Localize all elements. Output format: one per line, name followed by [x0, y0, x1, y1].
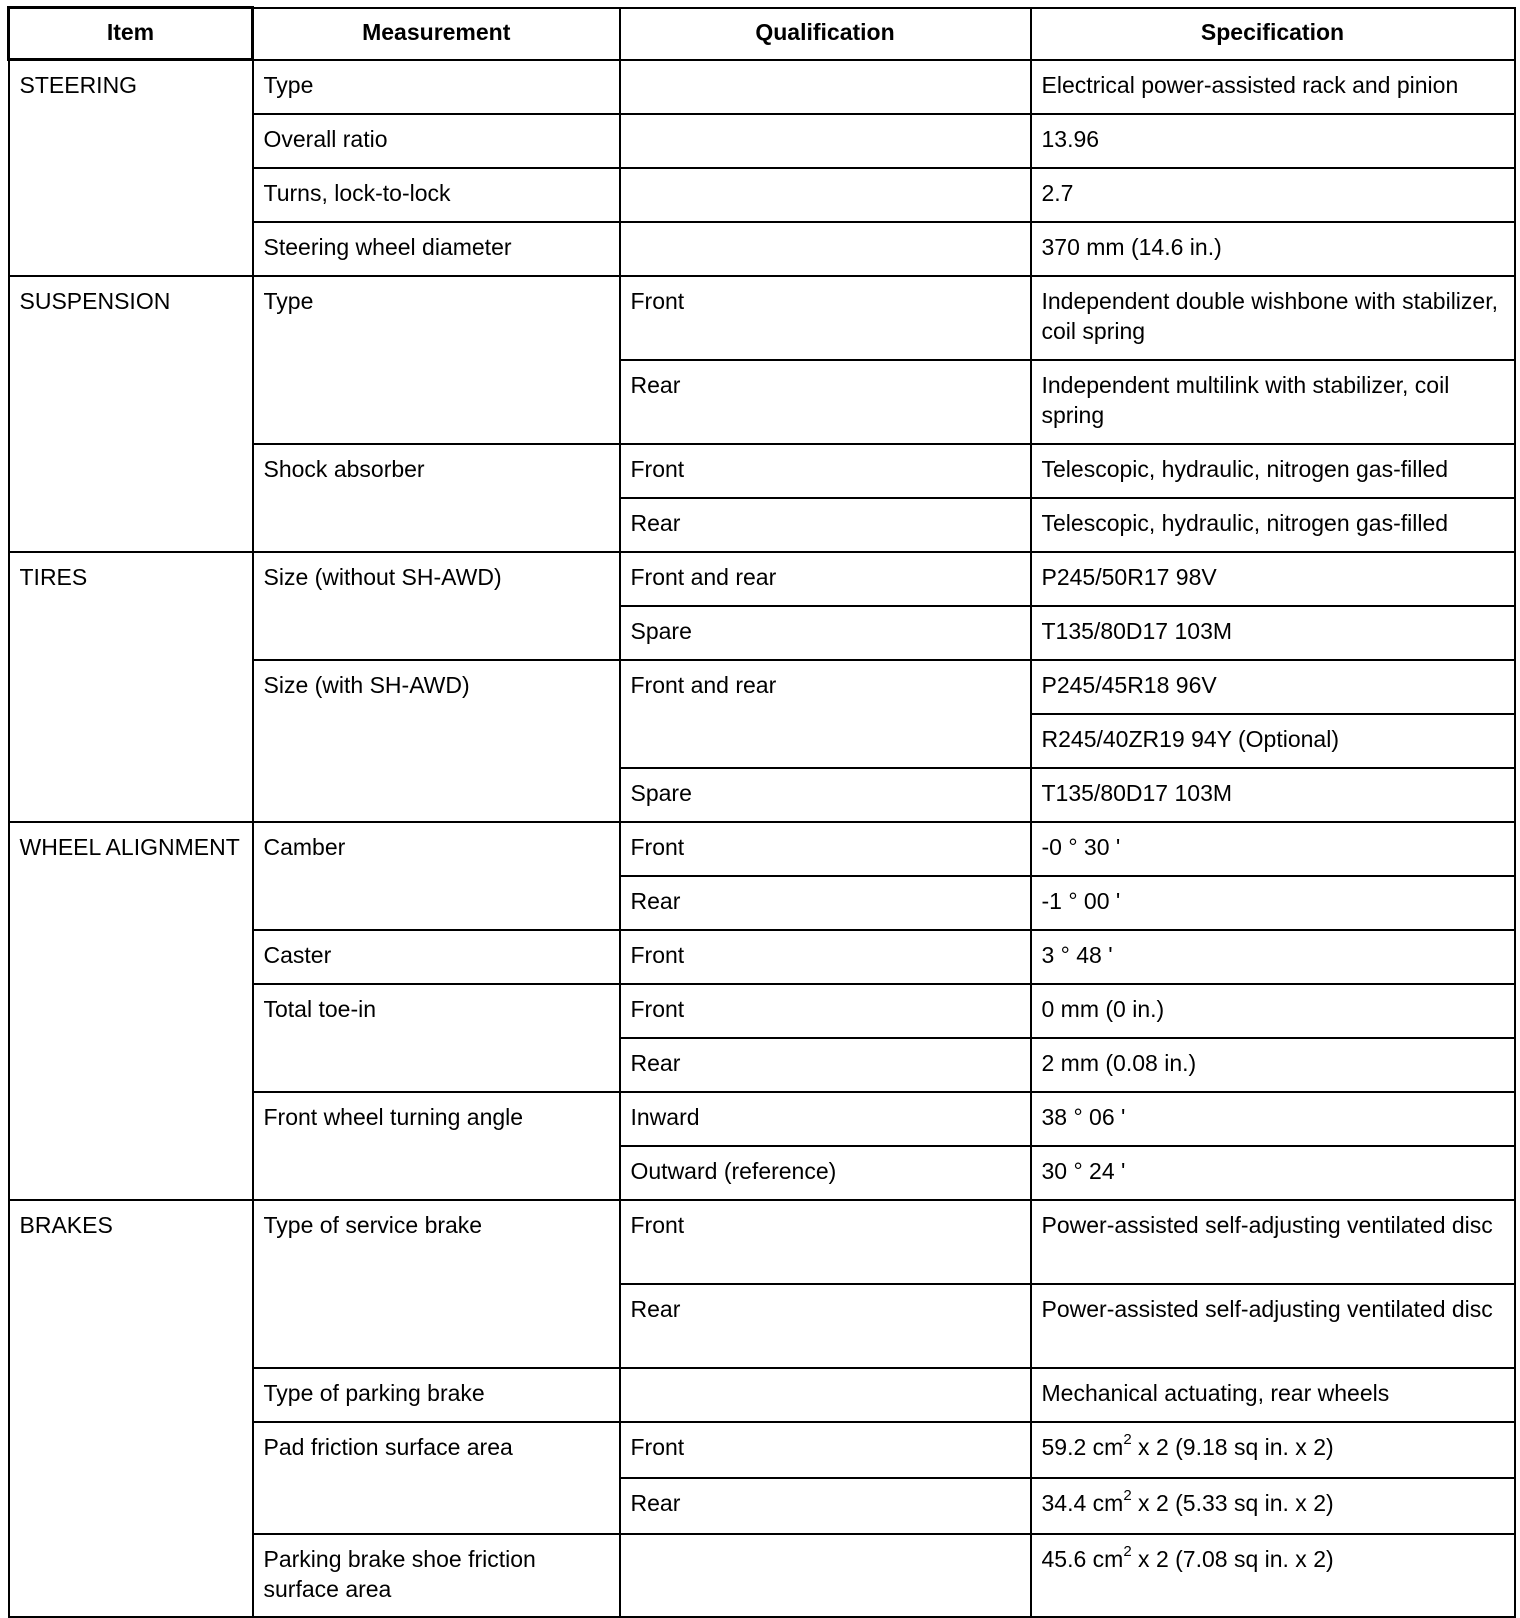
specification-cell: 13.96: [1031, 114, 1515, 168]
spec-value: x 2 (5.33 sq in. x 2): [1131, 1489, 1334, 1516]
specification-cell: Telescopic, hydraulic, nitrogen gas-filled: [1031, 444, 1515, 498]
measurement-cell: Pad friction surface area: [253, 1422, 620, 1534]
qualification-cell: Rear: [620, 876, 1031, 930]
specification-cell: R245/40ZR19 94Y (Optional): [1031, 714, 1515, 768]
spec-value: x 2 (7.08 sq in. x 2): [1131, 1545, 1334, 1572]
specification-cell: Electrical power-assisted rack and pinion: [1031, 60, 1515, 114]
table-row: [9, 1200, 1515, 1284]
measurement-cell: Type: [253, 60, 620, 114]
measurement-cell: Size (with SH-AWD): [253, 660, 620, 822]
header-specification: Specification: [1031, 8, 1515, 60]
specification-cell: T135/80D17 103M: [1031, 606, 1515, 660]
table-row: [9, 60, 1515, 114]
qualification-cell: [620, 1368, 1031, 1422]
specification-cell: 2 mm (0.08 in.): [1031, 1038, 1515, 1092]
qualification-cell: Rear: [620, 1284, 1031, 1368]
qualification-cell: Front: [620, 444, 1031, 498]
specification-cell: P245/50R17 98V: [1031, 552, 1515, 606]
superscript: 2: [1123, 1430, 1132, 1448]
qualification-cell: Rear: [620, 498, 1031, 552]
qualification-cell: [620, 60, 1031, 114]
specification-cell: [1031, 1478, 1515, 1534]
measurement-cell: Overall ratio: [253, 114, 620, 168]
spec-value: 59.2 cm: [1041, 1433, 1124, 1460]
measurement-cell: Front wheel turning angle: [253, 1092, 620, 1200]
table-row: [9, 822, 1515, 876]
specification-cell: P245/45R18 96V: [1031, 660, 1515, 714]
qualification-cell: Front: [620, 276, 1031, 360]
superscript: 2: [1123, 1542, 1132, 1560]
qualification-cell: [620, 1534, 1031, 1617]
qualification-cell: Front: [620, 930, 1031, 984]
qualification-cell: Front and rear: [620, 660, 1031, 768]
header-row: [9, 8, 1515, 60]
measurement-cell: Caster: [253, 930, 620, 984]
specification-cell: 3 ° 48 ': [1031, 930, 1515, 984]
qualification-cell: Spare: [620, 768, 1031, 822]
measurement-cell: Shock absorber: [253, 444, 620, 552]
spec-value: x 2 (9.18 sq in. x 2): [1131, 1433, 1334, 1460]
spec-value: 45.6 cm: [1041, 1545, 1124, 1572]
qualification-cell: Rear: [620, 1478, 1031, 1534]
qualification-cell: Spare: [620, 606, 1031, 660]
specification-cell: Power-assisted self-adjusting ventilated disc: [1031, 1284, 1515, 1368]
specification-cell: Independent double wishbone with stabilizer, coil spring: [1031, 276, 1515, 360]
header-item: Item: [9, 8, 253, 60]
measurement-cell: Type of parking brake: [253, 1368, 620, 1422]
measurement-cell: Steering wheel diameter: [253, 222, 620, 276]
measurement-cell: Type: [253, 276, 620, 444]
measurement-cell: Parking brake shoe friction surface area: [253, 1534, 620, 1617]
specification-cell: 0 mm (0 in.): [1031, 984, 1515, 1038]
qualification-cell: Rear: [620, 360, 1031, 444]
item-cell-tires: TIRES: [9, 552, 253, 822]
specification-cell: 38 ° 06 ': [1031, 1092, 1515, 1146]
superscript: 2: [1123, 1486, 1132, 1504]
specification-cell: Power-assisted self-adjusting ventilated disc: [1031, 1200, 1515, 1284]
qualification-cell: Outward (reference): [620, 1146, 1031, 1200]
specification-cell: -1 ° 00 ': [1031, 876, 1515, 930]
qualification-cell: Front: [620, 822, 1031, 876]
item-cell-suspension: SUSPENSION: [9, 276, 253, 552]
specification-cell: 2.7: [1031, 168, 1515, 222]
specification-cell: 30 ° 24 ': [1031, 1146, 1515, 1200]
qualification-cell: Inward: [620, 1092, 1031, 1146]
qualification-cell: Front: [620, 984, 1031, 1038]
qualification-cell: Front: [620, 1200, 1031, 1284]
qualification-cell: [620, 222, 1031, 276]
qualification-cell: [620, 114, 1031, 168]
specification-cell: Independent multilink with stabilizer, coil spring: [1031, 360, 1515, 444]
specification-cell: -0 ° 30 ': [1031, 822, 1515, 876]
measurement-cell: Total toe-in: [253, 984, 620, 1092]
measurement-cell: Camber: [253, 822, 620, 930]
qualification-cell: Front and rear: [620, 552, 1031, 606]
table-row: [9, 552, 1515, 606]
item-cell-wheel-alignment: WHEEL ALIGNMENT: [9, 822, 253, 1200]
qualification-cell: [620, 168, 1031, 222]
specification-cell: [1031, 1534, 1515, 1617]
header-qualification: Qualification: [620, 8, 1031, 60]
specification-cell: T135/80D17 103M: [1031, 768, 1515, 822]
measurement-cell: Type of service brake: [253, 1200, 620, 1368]
qualification-cell: Front: [620, 1422, 1031, 1478]
item-cell-brakes: BRAKES: [9, 1200, 253, 1617]
table-row: [9, 276, 1515, 360]
specification-table: [7, 6, 1516, 1618]
specification-cell: 370 mm (14.6 in.): [1031, 222, 1515, 276]
item-cell-steering: STEERING: [9, 60, 253, 276]
measurement-cell: Turns, lock-to-lock: [253, 168, 620, 222]
qualification-cell: Rear: [620, 1038, 1031, 1092]
specification-cell: Telescopic, hydraulic, nitrogen gas-filled: [1031, 498, 1515, 552]
specification-cell: Mechanical actuating, rear wheels: [1031, 1368, 1515, 1422]
measurement-cell: Size (without SH-AWD): [253, 552, 620, 660]
spec-value: 34.4 cm: [1041, 1489, 1124, 1516]
specification-cell: [1031, 1422, 1515, 1478]
header-measurement: Measurement: [253, 8, 620, 60]
